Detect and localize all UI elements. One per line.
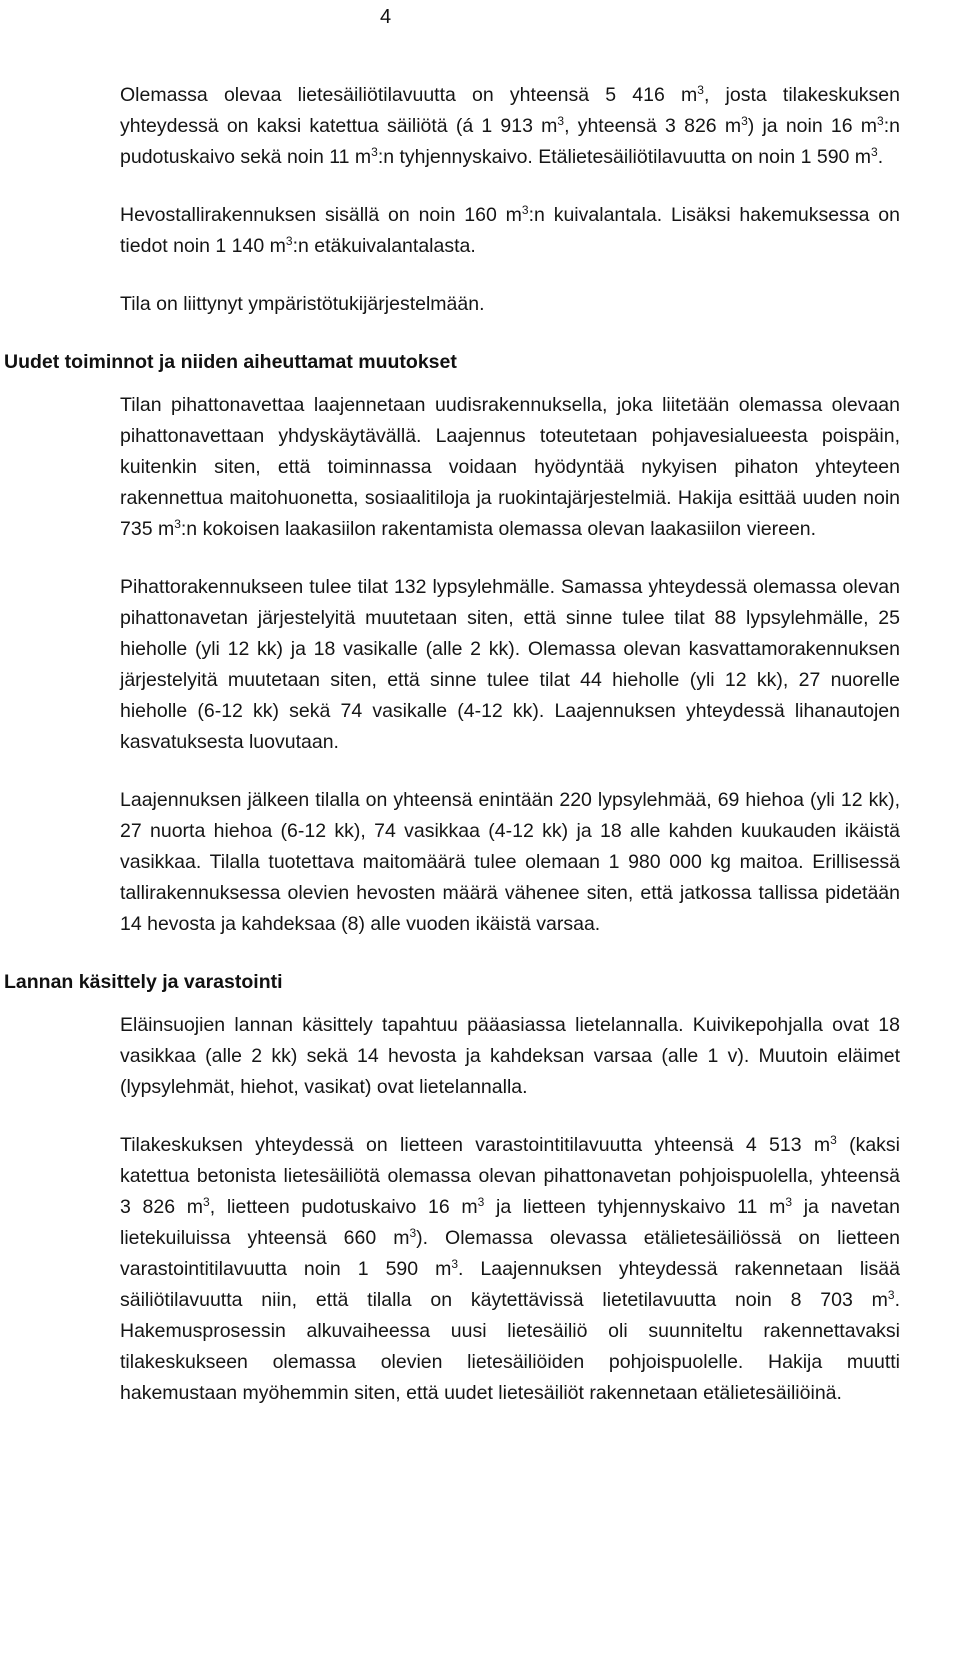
superscript: 3	[887, 1288, 895, 1302]
text-run: , yhteensä 3 826 m	[564, 115, 742, 137]
text-run: Tila on liittynyt ympäristötukijärjestelmään.	[120, 293, 485, 315]
section-heading: Lannan käsittely ja varastointi	[4, 971, 283, 993]
body-paragraph	[0, 785, 900, 940]
text-run: , lietteen pudotuskaivo 16 m	[209, 1196, 478, 1218]
superscript: 3	[557, 114, 565, 128]
superscript: 3	[285, 234, 293, 248]
text-run: Tilakeskuksen yhteydessä on lietteen varastointitilavuutta yhteensä 4 513 m	[120, 1134, 831, 1156]
superscript: 3	[477, 1195, 485, 1209]
body-paragraph	[0, 1010, 900, 1103]
text-run: . Laajennuksen yhteydessä rakennetaan lisää säiliötilavuutta niin, että tilalla on käytettävissä lietetilavuutta noin 8 703 m	[120, 1258, 900, 1311]
body-paragraph	[0, 572, 900, 758]
text-run: ). Olemassa olevassa etälietesäiliössä on lietteen varastointitilavuutta noin 1 590 m	[120, 1227, 900, 1280]
superscript: 3	[877, 114, 884, 128]
text-run: Eläinsuojien lannan käsittely tapahtuu pääasiassa lietelannalla. Kuivikepohjalla ovat 18 vasikkaa (alle 2 kk) sekä 14 hevosta ja kahdeksan varsaa (alle 1 v). Muutoin eläimet (lypsylehmät, hiehot, vasikat) ovat lietelannalla.	[120, 1014, 900, 1098]
page-number: 4	[380, 6, 392, 28]
body-paragraph	[0, 1130, 900, 1409]
text-run: ja lietteen tyhjennyskaivo 11 m	[484, 1196, 786, 1218]
text-run: :n kuivalantala. Lisäksi hakemuksessa on tiedot noin 1 140 m	[120, 204, 900, 257]
text-run: Hevostallirakennuksen sisällä on noin 160 m	[120, 204, 522, 226]
body-paragraph	[0, 200, 900, 262]
superscript: 3	[830, 1133, 837, 1147]
superscript: 3	[174, 517, 181, 531]
text-run: Tilan pihattonavettaa laajennetaan uudisrakennuksella, joka liitetään olemassa olevaan pihattonavettaan yhdyskäytävällä. Laajennus toteutetaan pohjavesialueesta poispäin, kuitenkin siten, että toiminnassa voidaan hyödyntää nykyisen pihaton yhteyteen rakennettua maitohuonetta, sosiaalitiloja ja ruokintajärjestelmiä. Hakija esittää uuden noin 735 m	[120, 394, 900, 540]
superscript: 3	[697, 83, 704, 97]
body-paragraph	[0, 390, 900, 545]
superscript: 3	[521, 203, 529, 217]
document-body	[0, 80, 960, 1436]
section-heading: Uudet toiminnot ja niiden aiheuttamat muutokset	[4, 351, 457, 373]
text-run: :n tyhjennyskaivo. Etälietesäiliötilavuutta on noin 1 590 m	[377, 146, 872, 168]
text-run: Pihattorakennukseen tulee tilat 132 lypsylehmälle. Samassa yhteydessä olemassa olevan pihattonavetan järjestelyitä muutetaan siten, että sinne tulee tilat 88 lypsylehmälle, 25 hieholle (yli 12 kk) ja 18 vasikalle (alle 2 kk). Olemassa olevan kasvattamorakennuksen järjestelyitä muutetaan siten, että sinne tulee tilat 44 hieholle (yli 12 kk), 27 nuorelle hieholle (6-12 kk) sekä 74 vasikalle (4-12 kk). Laajennuksen yhteydessä lihanautojen kasvatuksesta luovutaan.	[120, 576, 900, 753]
text-run: Olemassa olevaa lietesäiliötilavuutta on yhteensä 5 416 m	[120, 84, 698, 106]
text-run: , josta tilakeskuksen yhteydessä on kaksi katettua säiliötä (á 1 913 m	[120, 84, 900, 137]
text-run: .	[877, 146, 884, 168]
text-run: :n pudotuskaivo sekä noin 11 m	[120, 115, 900, 168]
body-paragraph	[0, 289, 900, 320]
superscript: 3	[785, 1195, 792, 1209]
superscript: 3	[871, 145, 878, 159]
text-run: ) ja noin 16 m	[747, 115, 878, 137]
superscript: 3	[741, 114, 748, 128]
text-run: (kaksi katettua betonista lietesäiliötä olemassa olevan pihattonavetan pohjoispuolella, yhteensä 3 826 m	[120, 1134, 900, 1218]
text-run: :n kokoisen laakasiilon rakentamista olemassa olevan laakasiilon viereen.	[180, 518, 817, 540]
text-run: ja navetan lietekuiluissa yhteensä 660 m	[120, 1196, 900, 1249]
text-run: . Hakemusprosessin alkuvaiheessa uusi lietesäiliö oli suunniteltu rakennettavaksi tilakeskukseen olemassa olevien lietesäiliöiden pohjoispuolelle. Hakija muutti hakemustaan myöhemmin siten, että uudet lietesäiliöt rakennetaan etälietesäiliöinä.	[120, 1289, 900, 1404]
superscript: 3	[203, 1195, 210, 1209]
text-run: Laajennuksen jälkeen tilalla on yhteensä enintään 220 lypsylehmää, 69 hiehoa (yli 12 kk), 27 nuorta hiehoa (6-12 kk), 74 vasikkaa (4-12 kk) ja 18 alle kahden kuukauden ikäistä vasikkaa. Tilalla tuotettava maitomäärä tulee olemaan 1 980 000 kg maitoa. Erillisessä tallirakennuksessa olevien hevosten määrä vähenee siten, että jatkossa tallissa pidetään 14 hevosta ja kahdeksaa (8) alle vuoden ikäistä varsaa.	[120, 789, 900, 935]
superscript: 3	[451, 1257, 459, 1271]
superscript: 3	[371, 145, 378, 159]
body-paragraph	[0, 80, 900, 173]
superscript: 3	[409, 1226, 417, 1240]
text-run: :n etäkuivalantalasta.	[292, 235, 476, 257]
